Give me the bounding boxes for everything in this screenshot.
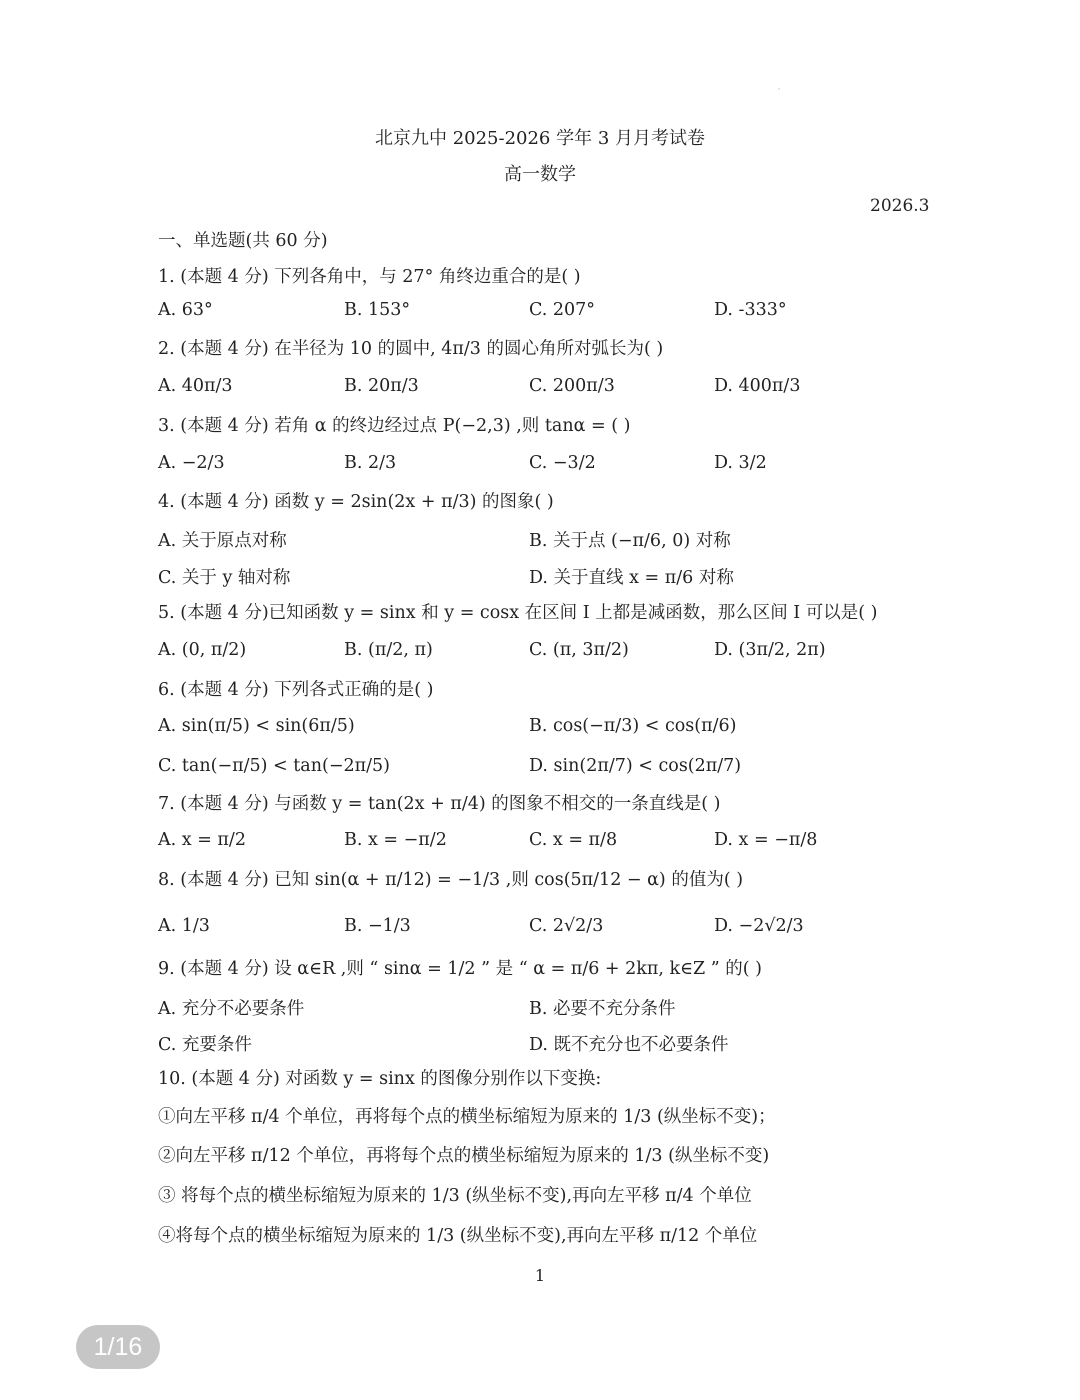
question-10-stem: 10. (本题 4 分) 对函数 y = sinx 的图像分别作以下变换: (158, 1069, 602, 1089)
option-c: C. 2√2/3 (529, 916, 604, 936)
option-d: D. sin(2π/7) < cos(2π/7) (529, 756, 742, 776)
question-4-stem: 4. (本题 4 分) 函数 y = 2sin(2x + π/3) 的图象( ) (158, 492, 554, 512)
option-d: D. 400π/3 (714, 376, 801, 396)
option-c: C. 207° (529, 300, 596, 320)
exam-subject: 高一数学 (504, 164, 576, 185)
question-6-stem: 6. (本题 4 分) 下列各式正确的是( ) (158, 680, 434, 700)
question-3-stem: 3. (本题 4 分) 若角 α 的终边经过点 P(−2,3) ,则 tanα = ( ) (158, 416, 631, 436)
option-b: B. (π/2, π) (344, 640, 433, 660)
option-c: C. x = π/8 (529, 830, 618, 850)
option-a: A. 关于原点对称 (158, 531, 287, 551)
option-d: D. 关于直线 x = π/6 对称 (529, 568, 734, 588)
question-2-stem: 2. (本题 4 分) 在半径为 10 的圆中, 4π/3 的圆心角所对弧长为( ) (158, 339, 664, 359)
option-a: A. 63° (158, 300, 213, 320)
option-a: A. 1/3 (158, 916, 210, 936)
option-c: C. (π, 3π/2) (529, 640, 629, 660)
option-b: B. 必要不充分条件 (529, 999, 676, 1019)
option-b: B. x = −π/2 (344, 830, 447, 850)
transform-item-4: ④将每个点的横坐标缩短为原来的 1/3 (纵坐标不变),再向左平移 π/12 个单位 (158, 1226, 758, 1246)
transform-item-2: ②向左平移 π/12 个单位，再将每个点的横坐标缩短为原来的 1/3 (纵坐标不变) (158, 1146, 770, 1166)
transform-item-1: ①向左平移 π/4 个单位，再将每个点的横坐标缩短为原来的 1/3 (纵坐标不变)； (158, 1107, 776, 1127)
option-d: D. −2√2/3 (714, 916, 804, 936)
option-c: C. 关于 y 轴对称 (158, 568, 291, 588)
option-d: D. 既不充分也不必要条件 (529, 1035, 729, 1055)
option-b: B. 关于点 (−π/6, 0) 对称 (529, 531, 731, 551)
exam-date: 2026.3 (870, 196, 930, 216)
question-5-stem: 5. (本题 4 分)已知函数 y = sinx 和 y = cosx 在区间 I 上都是减函数，那么区间 I 可以是( ) (158, 603, 878, 623)
page-number: 1 (534, 1266, 546, 1285)
scan-speck (778, 88, 780, 90)
option-b: B. −1/3 (344, 916, 411, 936)
section-heading: 一、单选题(共 60 分) (158, 231, 328, 251)
option-c: C. 200π/3 (529, 376, 615, 396)
option-d: D. 3/2 (714, 453, 767, 473)
option-d: D. -333° (714, 300, 787, 320)
question-9-stem: 9. (本题 4 分) 设 α∈R ,则 “ sinα = 1/2 ” 是 “ α = π/6 + 2kπ, k∈Z ” 的( ) (158, 959, 763, 979)
option-c: C. 充要条件 (158, 1035, 252, 1055)
option-a: A. sin(π/5) < sin(6π/5) (158, 716, 355, 736)
question-7-stem: 7. (本题 4 分) 与函数 y = tan(2x + π/4) 的图象不相交的一条直线是( ) (158, 794, 721, 814)
option-a: A. 40π/3 (158, 376, 233, 396)
transform-item-3: ③ 将每个点的横坐标缩短为原来的 1/3 (纵坐标不变),再向左平移 π/4 个单位 (158, 1186, 752, 1206)
page-indicator[interactable]: 1/16 (76, 1325, 160, 1369)
option-b: B. 20π/3 (344, 376, 419, 396)
option-c: C. tan(−π/5) < tan(−2π/5) (158, 756, 390, 776)
option-d: D. x = −π/8 (714, 830, 818, 850)
option-b: B. cos(−π/3) < cos(π/6) (529, 716, 737, 736)
option-c: C. −3/2 (529, 453, 596, 473)
option-b: B. 2/3 (344, 453, 397, 473)
option-b: B. 153° (344, 300, 411, 320)
question-1-stem: 1. (本题 4 分) 下列各角中，与 27° 角终边重合的是( ) (158, 267, 581, 287)
option-d: D. (3π/2, 2π) (714, 640, 826, 660)
option-a: A. −2/3 (158, 453, 225, 473)
option-a: A. x = π/2 (158, 830, 246, 850)
option-a: A. (0, π/2) (158, 640, 247, 660)
exam-title: 北京九中 2025-2026 学年 3 月月考试卷 (374, 128, 706, 149)
question-8-stem: 8. (本题 4 分) 已知 sin(α + π/12) = −1/3 ,则 cos(5π/12 − α) 的值为( ) (158, 870, 744, 890)
option-a: A. 充分不必要条件 (158, 999, 305, 1019)
